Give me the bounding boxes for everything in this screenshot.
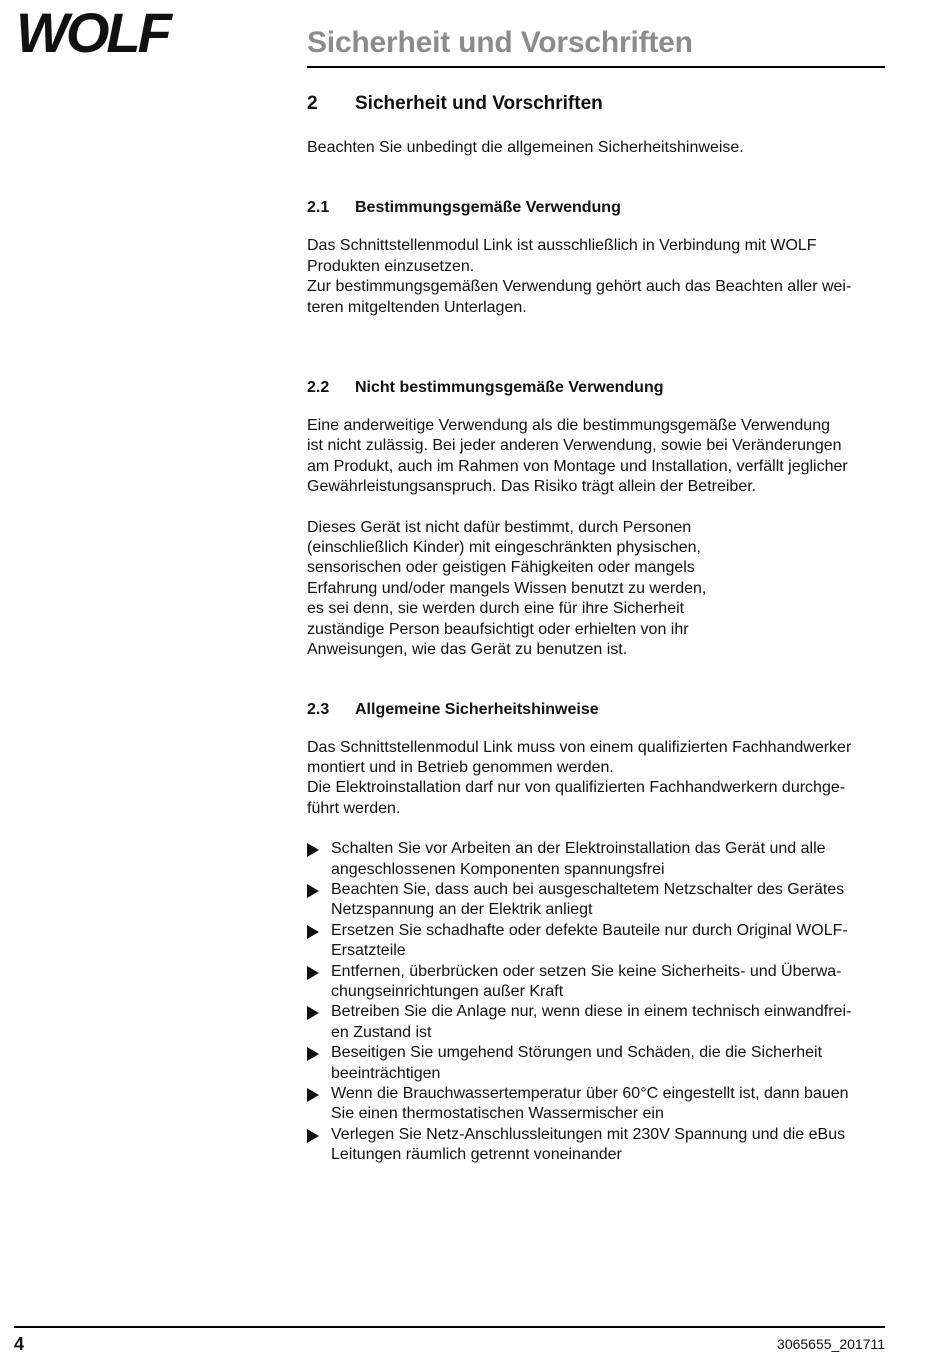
- main-content: [307, 93, 887, 1166]
- text-line: Gewährleistungsanspruch. Das Risiko trägt allein der Betreiber.: [307, 478, 757, 496]
- text-line: führt werden.: [307, 799, 401, 817]
- section-number: 2: [307, 93, 318, 114]
- header-title: Sicherheit und Vorschriften: [307, 26, 693, 59]
- text-line: zuständige Person beaufsichtigt oder erhielten von ihr: [307, 620, 689, 638]
- triangle-bullet-icon: [307, 966, 319, 980]
- text-line: Das Schnittstellenmodul Link ist ausschließlich in Verbindung mit WOLF: [307, 237, 817, 255]
- text-line: teren mitgeltenden Unterlagen.: [307, 298, 527, 316]
- text-line: sensorischen oder geistigen Fähigkeiten oder mangels: [307, 559, 695, 577]
- list-item: [307, 1084, 887, 1125]
- triangle-bullet-icon: [307, 843, 319, 857]
- text-line: angeschlossenen Komponenten spannungsfrei: [331, 860, 665, 878]
- section-2-2-paragraph-1: [307, 416, 887, 498]
- text-line: Die Elektroinstallation darf nur von qualifizierten Fachhandwerkern durchge-: [307, 779, 846, 797]
- text-line: Verlegen Sie Netz-Anschlussleitungen mit 230V Spannung und die eBus: [331, 1125, 846, 1143]
- text-line: Betreiben Sie die Anlage nur, wenn diese in einem technisch einwandfrei-: [331, 1003, 852, 1021]
- text-line: Beachten Sie, dass auch bei ausgeschaltetem Netzschalter des Gerätes: [331, 880, 845, 898]
- footer-divider: [14, 1326, 885, 1328]
- section-2-intro: Beachten Sie unbedingt die allgemeinen Sicherheitshinweise.: [307, 139, 744, 156]
- text-line: montiert und in Betrieb genommen werden.: [307, 758, 614, 776]
- text-line: Entfernen, überbrücken oder setzen Sie keine Sicherheits- und Überwa-: [331, 962, 842, 980]
- section-2-3-paragraph: [307, 738, 887, 820]
- text-line: Ersatzteile: [331, 942, 406, 960]
- section-title: Sicherheit und Vorschriften: [355, 93, 603, 114]
- section-title: Bestimmungsgemäße Verwendung: [355, 199, 621, 217]
- section-2-3-heading: [307, 701, 887, 719]
- triangle-bullet-icon: [307, 1047, 319, 1061]
- triangle-bullet-icon: [307, 925, 319, 939]
- text-line: Eine anderweitige Verwendung als die bestimmungsgemäße Verwendung: [307, 417, 830, 435]
- section-2-1-paragraph: [307, 236, 887, 318]
- section-2-2-paragraph-2: [307, 518, 887, 661]
- text-line: es sei denn, sie werden durch eine für ihre Sicherheit: [307, 600, 685, 618]
- list-item: [307, 1002, 887, 1043]
- page-number: 4: [14, 1334, 25, 1354]
- text-line: Beseitigen Sie umgehend Störungen und Schäden, die die Sicherheit: [331, 1044, 823, 1062]
- section-2-heading: [307, 93, 887, 119]
- text-line: ist nicht zulässig. Bei jeder anderen Verwendung, sowie bei Veränderungen: [307, 437, 842, 455]
- text-line: Anweisungen, wie das Gerät zu benutzen ist.: [307, 641, 628, 659]
- text-line: chungseinrichtungen außer Kraft: [331, 982, 564, 1000]
- text-line: beeinträchtigen: [331, 1064, 441, 1082]
- text-line: Das Schnittstellenmodul Link muss von einem qualifizierten Fachhandwerker: [307, 738, 852, 756]
- section-2-2-heading: [307, 379, 887, 397]
- text-line: Dieses Gerät ist nicht dafür bestimmt, durch Personen: [307, 518, 692, 536]
- triangle-bullet-icon: [307, 1006, 319, 1020]
- text-line: Produkten einzusetzen.: [307, 257, 475, 275]
- list-item: [307, 1043, 887, 1084]
- triangle-bullet-icon: [307, 884, 319, 898]
- text-line: Leitungen räumlich getrennt voneinander: [331, 1146, 622, 1164]
- document-code: 3065655_201711: [777, 1336, 885, 1352]
- section-number: 2.2: [307, 379, 330, 397]
- text-line: Zur bestimmungsgemäßen Verwendung gehört auch das Beachten aller wei-: [307, 278, 852, 296]
- text-line: am Produkt, auch im Rahmen von Montage und Installation, verfällt jeglicher: [307, 457, 848, 475]
- text-line: Wenn die Brauchwassertemperatur über 60°C eingestellt ist, dann bauen: [331, 1085, 849, 1102]
- list-item: [307, 839, 887, 880]
- text-line: (einschließlich Kinder) mit eingeschränkten physischen,: [307, 539, 701, 557]
- list-item: [307, 880, 887, 921]
- safety-instructions-list: [307, 839, 887, 1166]
- section-2-1-heading: [307, 199, 887, 217]
- text-line: Netzspannung an der Elektrik anliegt: [331, 901, 593, 919]
- section-number: 2.3: [307, 700, 330, 718]
- text-line: Schalten Sie vor Arbeiten an der Elektroinstallation das Gerät und alle: [331, 840, 826, 858]
- text-line: Erfahrung und/oder mangels Wissen benutzt zu werden,: [307, 579, 707, 597]
- text-line: Ersetzen Sie schadhafte oder defekte Bauteile nur durch Original WOLF-: [331, 921, 848, 939]
- section-title: Allgemeine Sicherheitshinweise: [355, 700, 599, 718]
- text-line: Sie einen thermostatischen Wassermischer ein: [331, 1105, 664, 1123]
- triangle-bullet-icon: [307, 1088, 319, 1102]
- list-item: [307, 962, 887, 1003]
- list-item: [307, 1125, 887, 1166]
- list-item: [307, 921, 887, 962]
- header-divider: [307, 66, 885, 68]
- triangle-bullet-icon: [307, 1129, 319, 1143]
- wolf-logo: [14, 8, 189, 58]
- text-line: en Zustand ist: [331, 1023, 432, 1041]
- logo-text: WOLF: [16, 8, 169, 58]
- section-number: 2.1: [307, 199, 330, 217]
- section-title: Nicht bestimmungsgemäße Verwendung: [355, 379, 664, 397]
